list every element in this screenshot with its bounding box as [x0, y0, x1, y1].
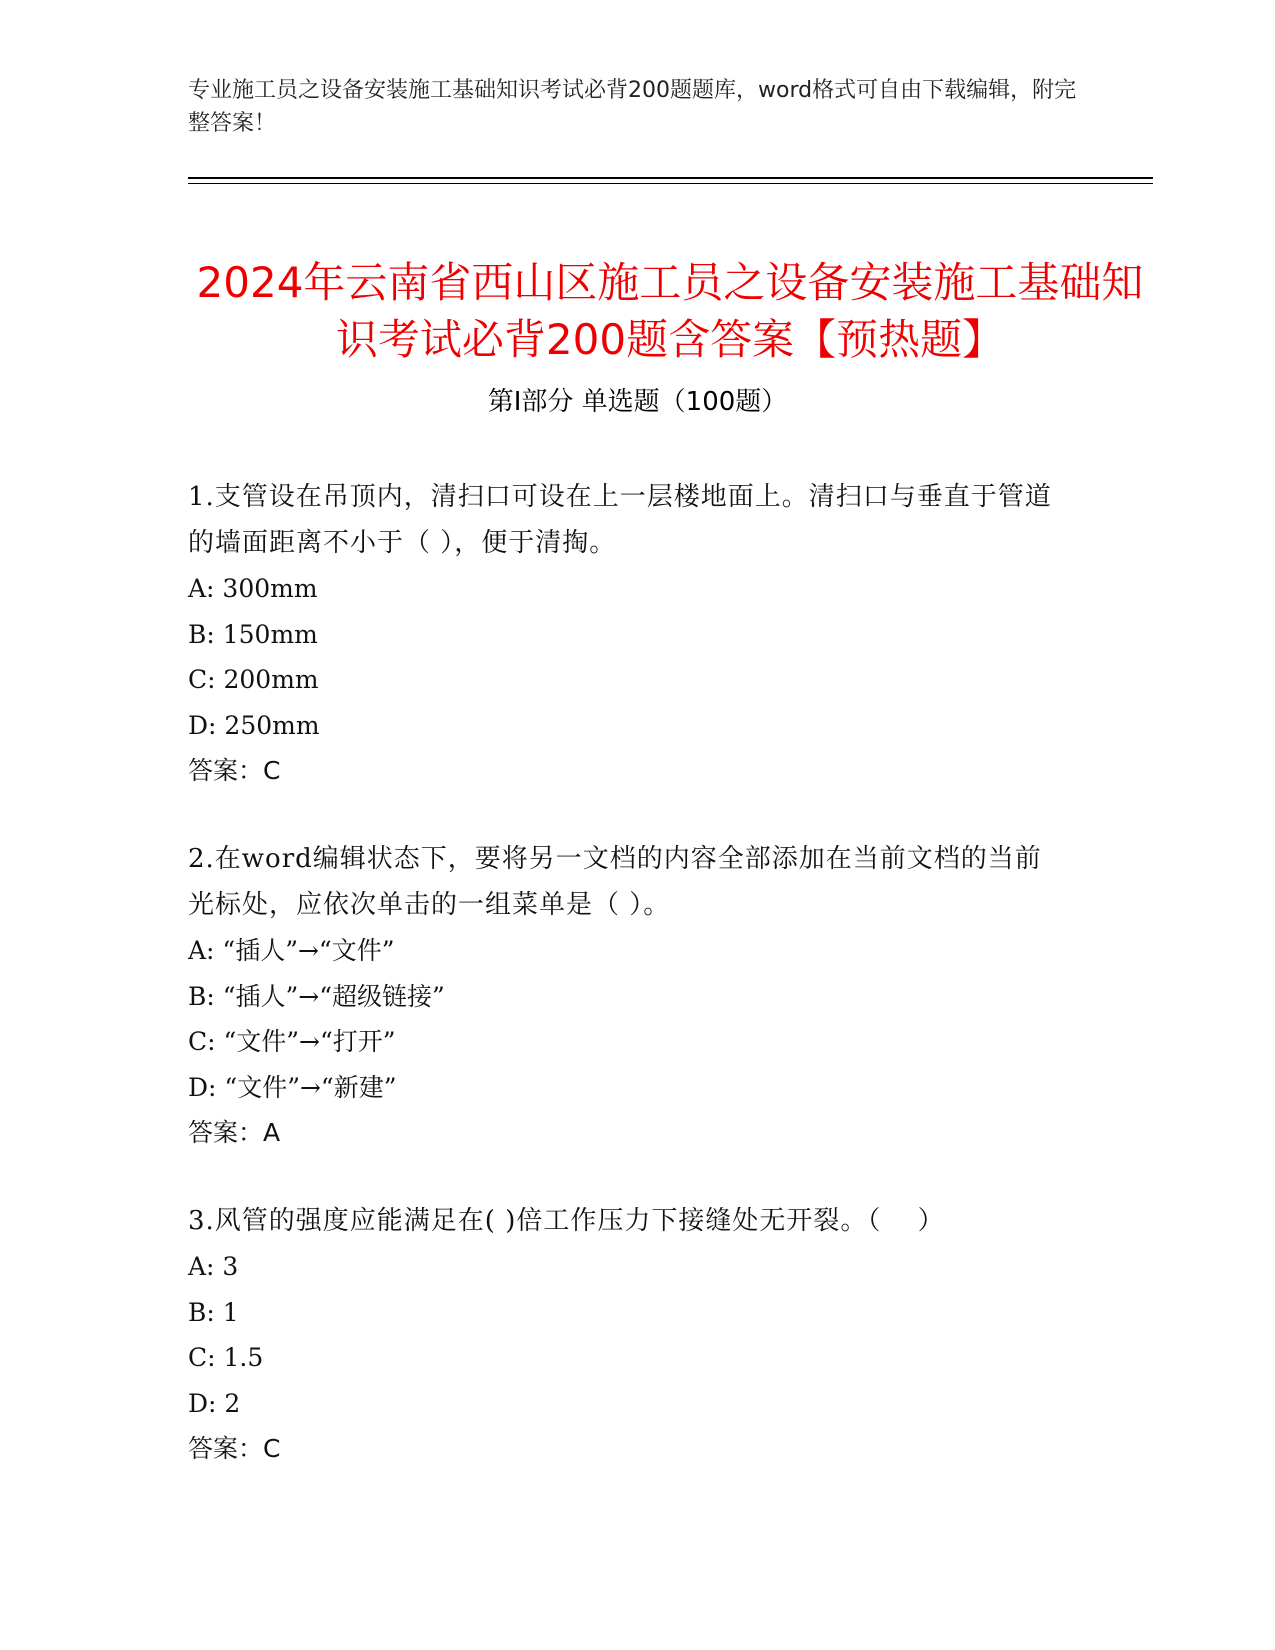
- question-stem: 1.支管设在吊顶内，清扫口可设在上一层楼地面上。清扫口与垂直于管道的墙面距离不小于（ ），便于清掏。: [188, 482, 1052, 558]
- option-b: B: 1: [188, 1297, 239, 1327]
- header-note: 专业施工员之设备安装施工基础知识考试必背200题题库，word格式可自由下载编辑，附完整答案！: [188, 78, 1077, 136]
- option-c: C: 200mm: [188, 665, 319, 694]
- document-title: 2024年云南省西山区施工员之设备安装施工基础知识考试必背200题含答案【预热题】: [196, 258, 1144, 365]
- question-item: [188, 474, 1068, 793]
- section-title: 第I部分 单选题（100题）: [487, 387, 788, 417]
- option-c: C: “文件”→“打开”: [188, 1027, 396, 1056]
- option-a: A: 300mm: [188, 574, 318, 603]
- option-a: A: 3: [188, 1252, 239, 1281]
- header-divider-thin: [188, 183, 1153, 184]
- question-answer: 答案：C: [188, 1434, 281, 1463]
- option-d: D: 250mm: [188, 710, 320, 740]
- option-a: A: “插人”→“文件”: [188, 936, 395, 965]
- option-b: B: “插人”→“超级链接”: [188, 981, 445, 1011]
- question-stem: 3.风管的强度应能满足在( )倍工作压力下接缝处无开裂。（ ）: [188, 1206, 945, 1236]
- question-item: [188, 1198, 1068, 1471]
- option-d: D: 2: [188, 1388, 241, 1418]
- option-b: B: 150mm: [188, 619, 318, 649]
- option-c: C: 1.5: [188, 1343, 264, 1372]
- question-answer: 答案：C: [188, 756, 281, 785]
- question-answer: 答案：A: [188, 1118, 281, 1147]
- option-d: D: “文件”→“新建”: [188, 1072, 397, 1102]
- header-divider-thick: [188, 177, 1153, 179]
- question-item: [188, 836, 1068, 1155]
- question-stem: 2.在word编辑状态下，要将另一文档的内容全部添加在当前文档的当前光标处，应依次单击的一组菜单是（ ）。: [188, 844, 1042, 920]
